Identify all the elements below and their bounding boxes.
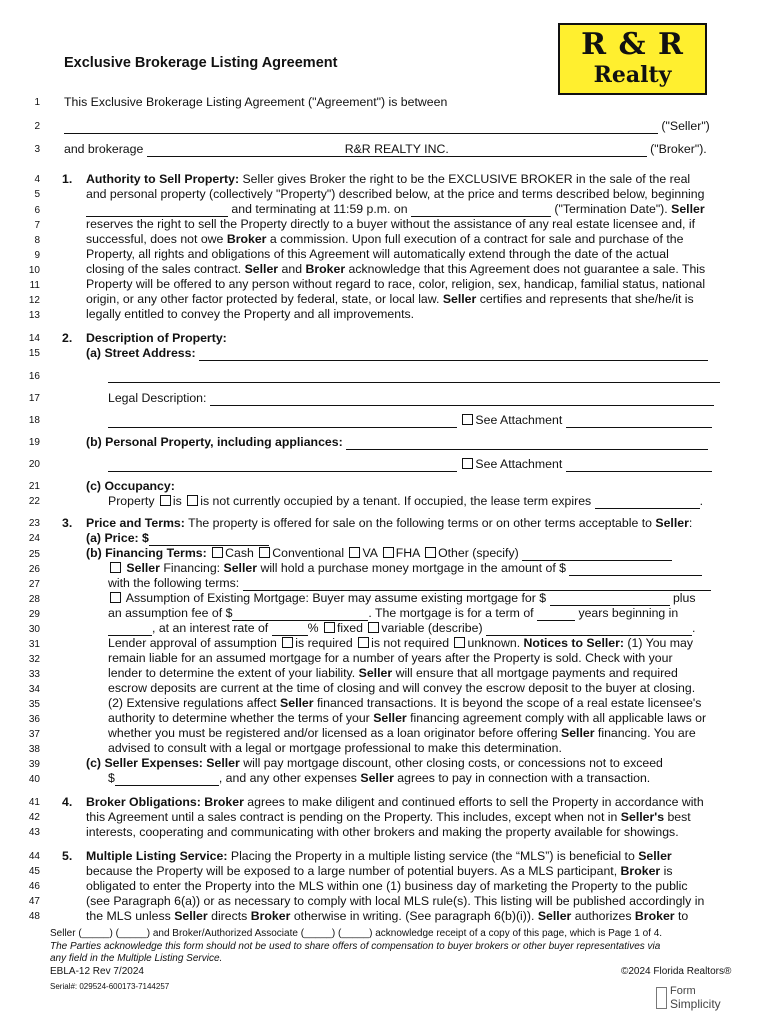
s3-text: will pay mortgage discount, other closing costs, or concessions not to exceed bbox=[243, 756, 663, 770]
s3-line38: advised to consult with a legal or mortgage professional to make this determination. bbox=[108, 741, 562, 755]
assumption-amount-field[interactable] bbox=[550, 593, 670, 606]
section-4-number: 4. bbox=[62, 795, 73, 809]
s3-line36 bbox=[108, 711, 706, 726]
s3-text: is not required bbox=[371, 636, 450, 650]
s2-line19 bbox=[86, 435, 708, 450]
line-number: 22 bbox=[28, 496, 40, 507]
s3-line40 bbox=[108, 771, 650, 786]
s3-line26 bbox=[108, 561, 702, 576]
s2-line15 bbox=[86, 346, 708, 361]
financing-terms-field[interactable] bbox=[243, 578, 711, 591]
s2-line20 bbox=[108, 457, 712, 472]
s2-line16 bbox=[108, 368, 720, 383]
seller-name-field[interactable] bbox=[64, 120, 658, 134]
s5-text: Seller bbox=[638, 849, 672, 863]
seller-expenses-field[interactable] bbox=[115, 773, 219, 786]
line-number: 30 bbox=[28, 624, 40, 635]
s2-line17 bbox=[108, 391, 714, 406]
occupancy-text: is bbox=[172, 494, 182, 508]
s4-line42 bbox=[86, 810, 691, 825]
conventional-checkbox[interactable] bbox=[259, 547, 270, 558]
lease-expiry-field[interactable] bbox=[595, 496, 700, 509]
section-3-number: 3. bbox=[62, 516, 73, 530]
fs-line1: Form bbox=[670, 985, 696, 997]
line-number: 38 bbox=[28, 744, 40, 755]
line-number: 4 bbox=[34, 174, 40, 185]
s1-text: ("Termination Date"). bbox=[554, 202, 668, 216]
line-number: 17 bbox=[28, 393, 40, 404]
seller-financing-amount-field[interactable] bbox=[569, 563, 702, 576]
s5-text: otherwise in writing. (See paragraph 6(b)(i)). bbox=[293, 909, 535, 923]
line-number: 45 bbox=[28, 866, 40, 877]
brokerage-label: and brokerage bbox=[64, 142, 144, 156]
intro-line: This Exclusive Brokerage Listing Agreement ("Agreement") is between bbox=[64, 95, 448, 109]
s2-heading: Description of Property: bbox=[86, 331, 227, 345]
page-title: Exclusive Brokerage Listing Agreement bbox=[64, 55, 338, 71]
line-number: 33 bbox=[28, 669, 40, 680]
s4-text: this Agreement until a sales contract is pending on the Property. This includes, except when not in bbox=[86, 810, 618, 824]
company-logo bbox=[558, 23, 707, 95]
termination-date-field[interactable] bbox=[411, 204, 551, 217]
see-attachment-label: See Attachment bbox=[475, 413, 563, 427]
s3-text: Seller bbox=[223, 561, 258, 575]
line-number: 14 bbox=[28, 333, 40, 344]
s3-line37 bbox=[108, 726, 696, 741]
s1-text: Seller bbox=[244, 262, 279, 276]
street-address-field-2[interactable] bbox=[108, 370, 720, 383]
financing-option: Other (specify) bbox=[438, 546, 519, 560]
s1-line13: legally entitled to convey the Property and all improvements. bbox=[86, 307, 415, 321]
s2-line22 bbox=[108, 494, 703, 509]
personal-property-field-2[interactable] bbox=[108, 459, 457, 472]
seller-label: ("Seller") bbox=[661, 119, 710, 133]
line-number: 12 bbox=[28, 295, 40, 306]
s3-text: authority to determine whether the terms of your bbox=[108, 711, 370, 725]
s3-text: is required bbox=[295, 636, 353, 650]
section-2-number: 2. bbox=[62, 331, 73, 345]
s3-text: plus bbox=[672, 591, 696, 605]
financing-option: Conventional bbox=[272, 546, 345, 560]
s3-text: financing. You are bbox=[597, 726, 696, 740]
line-number: 41 bbox=[28, 797, 40, 808]
s3-line23: Price and Terms: The property is offered for sale on the following terms or on other terms acceptable to Seller: bbox=[86, 516, 693, 530]
line-number: 35 bbox=[28, 699, 40, 710]
seller-financing-checkbox[interactable] bbox=[110, 562, 121, 573]
s5-heading: Multiple Listing Service: bbox=[86, 849, 228, 863]
s3-text: The property is offered for sale on the following terms or on other terms acceptable to bbox=[188, 516, 652, 530]
line-number: 42 bbox=[28, 812, 40, 823]
cash-checkbox[interactable] bbox=[212, 547, 223, 558]
line-number: 6 bbox=[34, 205, 40, 216]
price-field[interactable] bbox=[149, 533, 269, 546]
logo-line1: R & R bbox=[581, 27, 684, 62]
section-1-number: 1. bbox=[62, 172, 73, 186]
financing-option: VA bbox=[362, 546, 378, 560]
fha-checkbox[interactable] bbox=[383, 547, 394, 558]
approval-unknown-checkbox[interactable] bbox=[454, 637, 465, 648]
s3-line30: , at an interest rate of % fixed variable (describe) . bbox=[108, 621, 695, 636]
s1-text: Seller bbox=[442, 292, 477, 306]
s3-line28 bbox=[108, 591, 696, 606]
s1-text: a commission. Upon full execution of a contract for sale and purchase of the bbox=[269, 232, 684, 246]
street-address-field[interactable] bbox=[199, 348, 708, 361]
s3-line24 bbox=[86, 531, 269, 546]
s4-text: Seller's bbox=[620, 810, 665, 824]
line-number: 2 bbox=[34, 121, 40, 132]
s3-text: Seller bbox=[358, 666, 393, 680]
occupancy-text: . bbox=[699, 494, 704, 508]
s1-line9: Property, all rights and obligations of this Agreement will automatically extend through the date of the actual bbox=[86, 247, 669, 261]
other-checkbox[interactable] bbox=[425, 547, 436, 558]
line-number: 10 bbox=[28, 265, 40, 276]
broker-name-field[interactable] bbox=[147, 142, 647, 157]
s1-text: successful, does not owe bbox=[86, 232, 224, 246]
s1-text: Seller bbox=[671, 202, 705, 216]
s4-text: best bbox=[667, 810, 691, 824]
personal-property-field[interactable] bbox=[346, 437, 708, 450]
s1-text: certifies and represents that she/he/it is bbox=[479, 292, 694, 306]
s1-text: acknowledge that this Agreement does not guarantee a sale. This bbox=[348, 262, 706, 276]
serial-number: Serial#: 029524-600173-7144257 bbox=[50, 982, 170, 991]
s3-line33 bbox=[108, 666, 678, 681]
s1-text: and bbox=[281, 262, 303, 276]
s5-text: Seller bbox=[174, 909, 208, 923]
s1-text: Seller gives Broker the right to be the EXCLUSIVE BROKER in the sale of the real bbox=[239, 172, 691, 186]
mortgage-term-field[interactable] bbox=[537, 608, 575, 621]
variable-rate-field[interactable] bbox=[486, 623, 692, 636]
financing-label: (b) Financing Terms: bbox=[86, 546, 207, 560]
s1-text: Broker bbox=[305, 262, 346, 276]
line-number: 21 bbox=[28, 481, 40, 492]
s4-text: Broker bbox=[204, 795, 244, 809]
s3-text: unknown. bbox=[467, 636, 521, 650]
s1-text: origin, or any other factor protected by federal, state, or local law. bbox=[86, 292, 440, 306]
s3-line29 bbox=[108, 606, 678, 621]
line-number: 44 bbox=[28, 851, 40, 862]
see-attachment-checkbox[interactable] bbox=[462, 458, 473, 469]
mls-note-line1: The Parties acknowledge this form should not be used to share offers of compensation to buyer brokers or other buyer representatives via bbox=[50, 941, 661, 952]
s3-text: an assumption fee of $ bbox=[108, 606, 233, 620]
line-number: 18 bbox=[28, 415, 40, 426]
personal-property-label: (b) Personal Property, including appliances: bbox=[86, 435, 343, 449]
s3-line35 bbox=[108, 696, 701, 711]
mls-note-line2: any field in the Multiple Listing Service. bbox=[50, 953, 223, 964]
s3-text: Seller bbox=[280, 696, 314, 710]
s5-text: because the Property will be exposed to a large number of potential buyers. As a MLS participant, bbox=[86, 864, 618, 878]
s3-text: lender to determine the extent of your liability. bbox=[108, 666, 356, 680]
interest-rate-field[interactable] bbox=[272, 623, 308, 636]
assumption-fee-field[interactable] bbox=[232, 608, 368, 621]
s5-text: Seller bbox=[537, 909, 572, 923]
s1-line5: and personal property (collectively "Property") described below, at the price and terms described below, beginning bbox=[86, 187, 705, 201]
s3-text: will hold a purchase money mortgage in the amount of $ bbox=[260, 561, 566, 575]
s3-line31 bbox=[108, 636, 693, 651]
line-number: 36 bbox=[28, 714, 40, 725]
copyright: ©2024 Florida Realtors® bbox=[621, 966, 732, 977]
s1-line7: reserves the right to sell the Property directly to a buyer without the assistance of any real estate licensee and, if bbox=[86, 217, 696, 231]
line-number: 15 bbox=[28, 348, 40, 359]
s1-text: and terminating at 11:59 p.m. on bbox=[231, 202, 408, 216]
attachment-field[interactable] bbox=[566, 459, 712, 472]
s1-line8 bbox=[86, 232, 683, 247]
s3-text: agrees to pay in connection with a transaction. bbox=[397, 771, 651, 785]
see-attachment-label: See Attachment bbox=[475, 457, 563, 471]
s3-text: financed transactions. It is beyond the scope of a real estate licensee's bbox=[316, 696, 702, 710]
s3-text: years beginning in bbox=[578, 606, 679, 620]
s5-line45 bbox=[86, 864, 673, 879]
broker-label: ("Broker"). bbox=[650, 142, 707, 156]
seller-line bbox=[64, 119, 710, 134]
s1-heading: Authority to Sell Property: bbox=[86, 172, 240, 186]
occupancy-label: (c) Occupancy: bbox=[86, 479, 175, 493]
line-number: 25 bbox=[28, 549, 40, 560]
line-number: 29 bbox=[28, 609, 40, 620]
s3-text: Lender approval of assumption bbox=[108, 636, 277, 650]
s3-text: variable (describe) bbox=[381, 621, 483, 635]
mortgage-begin-field[interactable] bbox=[108, 623, 152, 636]
occupancy-text: is not currently occupied by a tenant. If occupied, the lease term expires bbox=[200, 494, 592, 508]
line-number: 20 bbox=[28, 459, 40, 470]
s4-line41 bbox=[86, 795, 704, 810]
line-number: 47 bbox=[28, 896, 40, 907]
s3-text: (1) You may bbox=[627, 636, 694, 650]
attachment-field[interactable] bbox=[566, 415, 712, 428]
s3-line32: remain liable for an assumed mortgage for a number of years after the Property is sold. Check with your bbox=[108, 651, 673, 665]
form-simplicity-logo bbox=[656, 985, 736, 1015]
line-number: 32 bbox=[28, 654, 40, 665]
s3-text: Seller bbox=[126, 561, 160, 575]
s1-text: Broker bbox=[226, 232, 267, 246]
s5-text: the MLS unless bbox=[86, 909, 171, 923]
s5-line44 bbox=[86, 849, 672, 864]
approval-required-checkbox[interactable] bbox=[282, 637, 293, 648]
s3-text: Seller bbox=[206, 756, 240, 770]
line-number: 27 bbox=[28, 579, 40, 590]
line-number: 48 bbox=[28, 911, 40, 922]
s3-text: with the following terms: bbox=[108, 576, 240, 590]
other-financing-field[interactable] bbox=[522, 548, 672, 561]
line-number: 13 bbox=[28, 310, 40, 321]
legal-description-field-2[interactable] bbox=[108, 415, 457, 428]
line-number: 43 bbox=[28, 827, 40, 838]
form-id: EBLA-12 Rev 7/2024 bbox=[50, 966, 144, 977]
approval-not-required-checkbox[interactable] bbox=[358, 637, 369, 648]
line-number: 31 bbox=[28, 639, 40, 650]
broker-line bbox=[64, 142, 707, 157]
occupancy-text: Property bbox=[108, 494, 155, 508]
s3-text: Seller bbox=[360, 771, 394, 785]
s3-text: Seller bbox=[655, 516, 689, 530]
financing-option: Cash bbox=[225, 546, 254, 560]
s3-text: will ensure that all mortgage payments and required bbox=[395, 666, 678, 680]
s1-line11: Property will be offered to any person without regard to race, color, religion, sex, handicap, familial status, national bbox=[86, 277, 706, 291]
s3-line39 bbox=[86, 756, 663, 771]
s5-text: Broker bbox=[634, 909, 675, 923]
line-number: 24 bbox=[28, 533, 40, 544]
initials-acknowledgment: Seller (_____) (_____) and Broker/Authorized Associate (_____) (_____) acknowledge receipt of a copy of this page, which is Page 1 of 4. bbox=[50, 928, 663, 939]
s5-text: Broker bbox=[250, 909, 291, 923]
s3-line34: escrow deposits are current at the time of closing and will convey the escrow deposit to the buyer at closing. bbox=[108, 681, 696, 695]
s3-text: % bbox=[307, 621, 319, 635]
document-icon bbox=[656, 987, 667, 1009]
line-number: 34 bbox=[28, 684, 40, 695]
line-number: 7 bbox=[34, 220, 40, 231]
s5-text: is bbox=[663, 864, 673, 878]
line-number: 3 bbox=[34, 144, 40, 155]
fs-line2: Simplicity bbox=[670, 997, 721, 1011]
s4-text: agrees to make diligent and continued efforts to sell the Property in accordance with bbox=[247, 795, 704, 809]
section-5-number: 5. bbox=[62, 849, 73, 863]
s1-line6 bbox=[86, 202, 705, 217]
s4-heading: Broker Obligations: bbox=[86, 795, 201, 809]
line-number: 19 bbox=[28, 437, 40, 448]
line-number: 46 bbox=[28, 881, 40, 892]
s3-heading: Price and Terms: bbox=[86, 516, 185, 530]
begin-date-field[interactable] bbox=[86, 204, 228, 217]
line-number: 5 bbox=[34, 189, 40, 200]
line-number: 8 bbox=[34, 235, 40, 246]
s5-line47: (see Paragraph 6(a)) or as necessary to comply with local MLS rule(s). This listing will be published accordingly in bbox=[86, 894, 705, 908]
s3-text: Seller bbox=[561, 726, 595, 740]
line-number: 9 bbox=[34, 250, 40, 261]
s5-text: authorizes bbox=[574, 909, 632, 923]
legal-description-label: Legal Description: bbox=[108, 391, 207, 405]
variable-rate-checkbox[interactable] bbox=[368, 622, 379, 633]
financing-option: FHA bbox=[395, 546, 420, 560]
line-number: 1 bbox=[34, 97, 40, 108]
s3-text: Financing: bbox=[163, 561, 221, 575]
s5-text: Placing the Property in a multiple listing service (the “MLS”) is beneficial to bbox=[230, 849, 635, 863]
not-occupied-checkbox[interactable] bbox=[187, 495, 198, 506]
s3-text: . The mortgage is for a term of bbox=[368, 606, 534, 620]
va-checkbox[interactable] bbox=[349, 547, 360, 558]
s1-text: closing of the sales contract. bbox=[86, 262, 242, 276]
s3-text: , and any other expenses bbox=[218, 771, 357, 785]
line-number: 37 bbox=[28, 729, 40, 740]
s3-text: $ bbox=[108, 771, 115, 785]
price-label: (a) Price: $ bbox=[86, 531, 149, 545]
assumption-checkbox[interactable] bbox=[110, 592, 121, 603]
s3-text: (2) Extensive regulations affect bbox=[108, 696, 277, 710]
s4-line43: interests, cooperating and communicating with other brokers and making the property available for showings. bbox=[86, 825, 679, 839]
line-number: 26 bbox=[28, 564, 40, 575]
s5-text: to bbox=[678, 909, 689, 923]
s3-text: Assumption of Existing Mortgage: Buyer may assume existing mortgage for $ bbox=[125, 591, 547, 605]
s3-line25 bbox=[86, 546, 672, 561]
s1-line12 bbox=[86, 292, 694, 307]
line-number: 40 bbox=[28, 774, 40, 785]
s5-text: Broker bbox=[620, 864, 661, 878]
s5-line46: obligated to enter the Property into the MLS within one (1) business day of marketing the Property to the public bbox=[86, 879, 688, 893]
s1-line4 bbox=[86, 172, 690, 187]
see-attachment-checkbox[interactable] bbox=[462, 414, 473, 425]
legal-description-field[interactable] bbox=[210, 393, 714, 406]
seller-expenses-label: (c) Seller Expenses: bbox=[86, 756, 203, 770]
fixed-rate-checkbox[interactable] bbox=[324, 622, 335, 633]
street-address-label: (a) Street Address: bbox=[86, 346, 196, 360]
s5-text: directs bbox=[211, 909, 248, 923]
s3-text: Seller bbox=[373, 711, 407, 725]
s3-text: financing agreement comply with all applicable laws or bbox=[410, 711, 707, 725]
s5-line48 bbox=[86, 909, 688, 924]
line-number: 28 bbox=[28, 594, 40, 605]
line-number: 23 bbox=[28, 518, 40, 529]
broker-name-value: R&R REALTY INC. bbox=[344, 142, 449, 156]
s1-line10 bbox=[86, 262, 705, 277]
s3-text: fixed bbox=[336, 621, 363, 635]
s3-line27 bbox=[108, 576, 711, 591]
s3-text: Notices to Seller: bbox=[523, 636, 624, 650]
s3-text: whether you must be registered and/or licensed as a loan originator before offering bbox=[108, 726, 558, 740]
line-number: 16 bbox=[28, 371, 40, 382]
logo-line2: Realty bbox=[593, 62, 672, 88]
s3-text: , at an interest rate of bbox=[152, 621, 269, 635]
occupied-checkbox[interactable] bbox=[160, 495, 171, 506]
s2-line18 bbox=[108, 413, 712, 428]
line-number: 39 bbox=[28, 759, 40, 770]
line-number: 11 bbox=[29, 280, 40, 291]
